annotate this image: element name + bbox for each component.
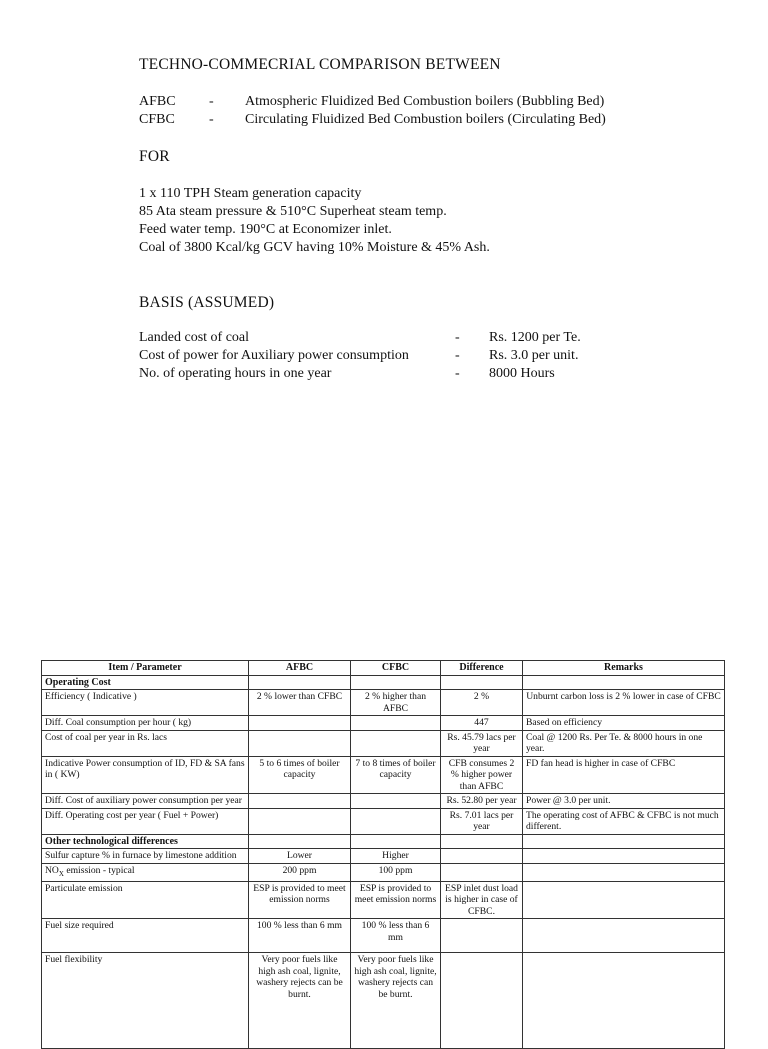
afbc-cell bbox=[249, 730, 351, 756]
section-row bbox=[42, 675, 725, 690]
basis-value: Rs. 3.0 per unit. bbox=[489, 348, 579, 363]
afbc-cell bbox=[249, 808, 351, 834]
table-row bbox=[42, 730, 725, 756]
basis-dash: - bbox=[455, 330, 460, 345]
definition-abbr: CFBC bbox=[139, 112, 175, 127]
basis-row-operating-hours bbox=[139, 366, 699, 384]
nox-symbol: NO bbox=[45, 864, 59, 876]
cfbc-cell bbox=[351, 730, 441, 756]
table-header-row bbox=[42, 661, 725, 676]
remarks-cell: Power @ 3.0 per unit. bbox=[523, 794, 725, 809]
definition-dash: - bbox=[209, 94, 214, 109]
afbc-cell bbox=[249, 794, 351, 809]
afbc-cell bbox=[249, 716, 351, 731]
row-item: Efficiency ( Indicative ) bbox=[42, 690, 249, 716]
afbc-cell: Very poor fuels like high ash coal, lignite, washery rejects can be burnt. bbox=[249, 953, 351, 1049]
row-item: Fuel size required bbox=[42, 919, 249, 953]
row-item bbox=[42, 863, 249, 881]
basis-dash: - bbox=[455, 366, 460, 381]
remarks-cell bbox=[523, 881, 725, 919]
basis-row-coal-cost bbox=[139, 330, 699, 348]
difference-cell bbox=[441, 919, 523, 953]
row-item: Indicative Power consumption of ID, FD & SA fans in ( KW) bbox=[42, 756, 249, 794]
table-row bbox=[42, 953, 725, 1049]
section-label: Other technological differences bbox=[42, 834, 249, 849]
cfbc-cell bbox=[351, 808, 441, 834]
spec-line: 85 Ata steam pressure & 510°C Superheat steam temp. bbox=[139, 204, 447, 219]
definition-meaning: Atmospheric Fluidized Bed Combustion boilers (Bubbling Bed) bbox=[245, 94, 605, 109]
cfbc-cell: Very poor fuels like high ash coal, lignite, washery rejects can be burnt. bbox=[351, 953, 441, 1049]
column-header: AFBC bbox=[249, 661, 351, 676]
table-row bbox=[42, 881, 725, 919]
remarks-cell: The operating cost of AFBC & CFBC is not much different. bbox=[523, 808, 725, 834]
table-row bbox=[42, 716, 725, 731]
nox-label: emission - typical bbox=[66, 864, 135, 876]
section-row bbox=[42, 834, 725, 849]
cfbc-cell: ESP is provided to meet emission norms bbox=[351, 881, 441, 919]
remarks-cell: Unburnt carbon loss is 2 % lower in case of CFBC bbox=[523, 690, 725, 716]
difference-cell: 2 % bbox=[441, 690, 523, 716]
cfbc-cell bbox=[351, 794, 441, 809]
row-item: Sulfur capture % in furnace by limestone addition bbox=[42, 849, 249, 864]
remarks-cell bbox=[523, 953, 725, 1049]
difference-cell: CFB consumes 2 % higher power than AFBC bbox=[441, 756, 523, 794]
column-header: Remarks bbox=[523, 661, 725, 676]
difference-cell bbox=[441, 953, 523, 1049]
for-heading: FOR bbox=[139, 148, 170, 165]
difference-cell: Rs. 7.01 lacs per year bbox=[441, 808, 523, 834]
basis-heading: BASIS (ASSUMED) bbox=[139, 294, 275, 311]
row-item: Diff. Cost of auxiliary power consumption per year bbox=[42, 794, 249, 809]
difference-cell: Rs. 52.80 per year bbox=[441, 794, 523, 809]
row-item: Diff. Coal consumption per hour ( kg) bbox=[42, 716, 249, 731]
column-header: Difference bbox=[441, 661, 523, 676]
afbc-cell: Lower bbox=[249, 849, 351, 864]
cfbc-cell: 2 % higher than AFBC bbox=[351, 690, 441, 716]
difference-cell: ESP inlet dust load is higher in case of CFBC. bbox=[441, 881, 523, 919]
cfbc-cell: Higher bbox=[351, 849, 441, 864]
section-label: Operating Cost bbox=[42, 675, 249, 690]
nox-subscript: X bbox=[58, 869, 64, 878]
basis-label: Landed cost of coal bbox=[139, 330, 250, 345]
column-header: Item / Parameter bbox=[42, 661, 249, 676]
table-row bbox=[42, 863, 725, 881]
cfbc-cell bbox=[351, 716, 441, 731]
basis-row-power-cost bbox=[139, 348, 699, 366]
comparison-table bbox=[41, 660, 725, 1049]
row-item: Diff. Operating cost per year ( Fuel + Power) bbox=[42, 808, 249, 834]
basis-value: 8000 Hours bbox=[489, 366, 555, 381]
remarks-cell: Based on efficiency bbox=[523, 716, 725, 731]
afbc-cell: ESP is provided to meet emission norms bbox=[249, 881, 351, 919]
cfbc-cell: 7 to 8 times of boiler capacity bbox=[351, 756, 441, 794]
remarks-cell bbox=[523, 863, 725, 881]
row-item: Particulate emission bbox=[42, 881, 249, 919]
remarks-cell: FD fan head is higher in case of CFBC bbox=[523, 756, 725, 794]
difference-cell: Rs. 45.79 lacs per year bbox=[441, 730, 523, 756]
cfbc-cell: 100 ppm bbox=[351, 863, 441, 881]
table-row bbox=[42, 794, 725, 809]
definition-abbr: AFBC bbox=[139, 94, 176, 109]
definition-meaning: Circulating Fluidized Bed Combustion boilers (Circulating Bed) bbox=[245, 112, 606, 127]
basis-label: Cost of power for Auxiliary power consumption bbox=[139, 348, 409, 363]
row-item: Cost of coal per year in Rs. lacs bbox=[42, 730, 249, 756]
table-row bbox=[42, 849, 725, 864]
page-title: TECHNO-COMMECRIAL COMPARISON BETWEEN bbox=[139, 56, 501, 73]
remarks-cell: Coal @ 1200 Rs. Per Te. & 8000 hours in one year. bbox=[523, 730, 725, 756]
spec-line: 1 x 110 TPH Steam generation capacity bbox=[139, 186, 362, 201]
basis-dash: - bbox=[455, 348, 460, 363]
table-row bbox=[42, 919, 725, 953]
basis-value: Rs. 1200 per Te. bbox=[489, 330, 581, 345]
cfbc-cell: 100 % less than 6 mm bbox=[351, 919, 441, 953]
remarks-cell bbox=[523, 919, 725, 953]
row-item: Fuel flexibility bbox=[42, 953, 249, 1049]
difference-cell bbox=[441, 849, 523, 864]
afbc-cell: 100 % less than 6 mm bbox=[249, 919, 351, 953]
difference-cell bbox=[441, 863, 523, 881]
spec-line: Coal of 3800 Kcal/kg GCV having 10% Moisture & 45% Ash. bbox=[139, 240, 490, 255]
table-row bbox=[42, 808, 725, 834]
basis-label: No. of operating hours in one year bbox=[139, 366, 332, 381]
afbc-cell: 2 % lower than CFBC bbox=[249, 690, 351, 716]
table-row bbox=[42, 756, 725, 794]
afbc-cell: 200 ppm bbox=[249, 863, 351, 881]
difference-cell: 447 bbox=[441, 716, 523, 731]
remarks-cell bbox=[523, 849, 725, 864]
afbc-cell: 5 to 6 times of boiler capacity bbox=[249, 756, 351, 794]
spec-line: Feed water temp. 190°C at Economizer inlet. bbox=[139, 222, 392, 237]
table-row bbox=[42, 690, 725, 716]
column-header: CFBC bbox=[351, 661, 441, 676]
definition-dash: - bbox=[209, 112, 214, 127]
